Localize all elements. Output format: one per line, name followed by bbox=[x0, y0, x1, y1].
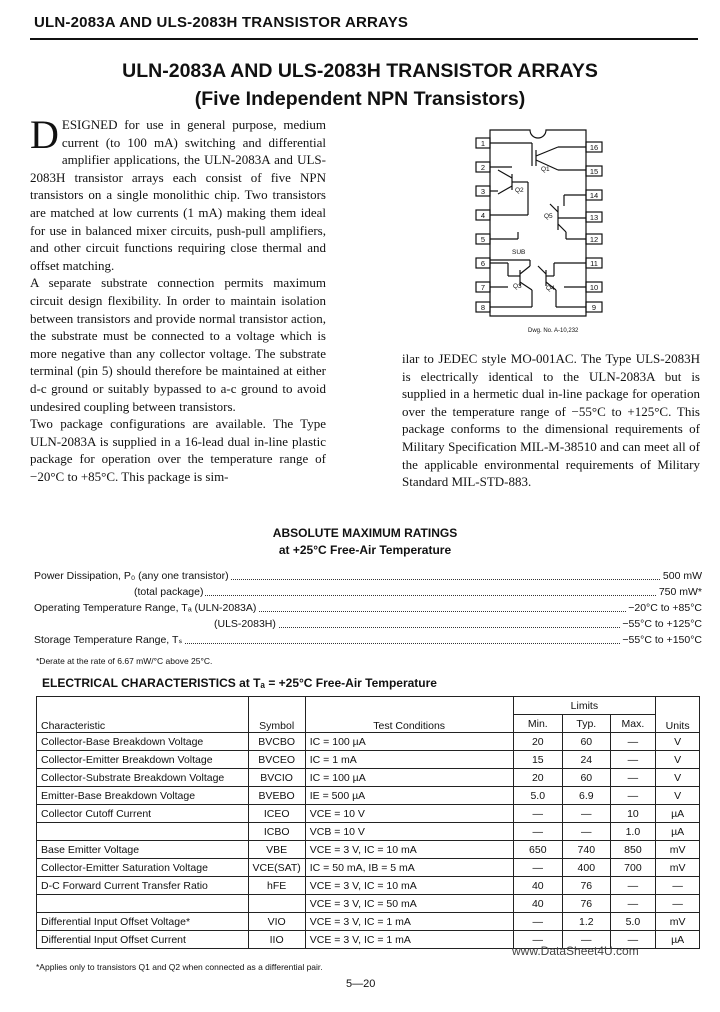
table-cell-unit: — bbox=[656, 895, 700, 913]
table-cell-unit: — bbox=[656, 877, 700, 895]
table-cell-min: 15 bbox=[513, 751, 563, 769]
page-subtitle: (Five Independent NPN Transistors) bbox=[194, 88, 526, 110]
header-symbol: Symbol bbox=[248, 697, 305, 733]
table-cell-char: Differential Input Offset Current bbox=[37, 931, 249, 949]
watermark: www.DataSheet4U.com bbox=[512, 944, 639, 958]
table-cell-char: Differential Input Offset Voltage* bbox=[37, 913, 249, 931]
table-cell-typ: 400 bbox=[563, 859, 611, 877]
table-cell-test: V⁣CE = 3 V, I⁣C = 1 mA bbox=[305, 931, 513, 949]
header-units: Units bbox=[656, 697, 700, 733]
table-cell-min: 5.0 bbox=[513, 787, 563, 805]
intro-paragraph-3-continued: ilar to JEDEC style MO-001AC. The Type ULS-2083H is electrically identical to the ULN-2083A but is supplied in a hermetic dual in-line package for operation over the temperature range of −55°C to +125°C. This package conforms to the dimensional requirements of Military Specification MIL-M-38510 and can meet all of the applicable environmental requirements of Military Standard MIL-STD-883. bbox=[402, 351, 700, 490]
table-cell-unit: V bbox=[656, 769, 700, 787]
table-cell-min: — bbox=[513, 823, 563, 841]
pin-label: 12 bbox=[589, 235, 599, 244]
abs-max-value: 500 mW bbox=[662, 570, 702, 582]
q1-transistor bbox=[490, 143, 586, 170]
table-cell-sym: h⁣FE bbox=[248, 877, 305, 895]
ec-title: ELECTRICAL CHARACTERISTICS at Tₐ = +25°C Free-Air Temperature bbox=[42, 676, 437, 690]
table-cell-min: 20 bbox=[513, 733, 563, 751]
abs-max-row bbox=[34, 634, 702, 648]
drop-cap: D bbox=[30, 112, 59, 157]
table-cell-sym: I⁣CBO bbox=[248, 823, 305, 841]
table-cell-typ: 76 bbox=[563, 877, 611, 895]
q5-transistor bbox=[550, 195, 586, 239]
substrate-connection bbox=[490, 232, 518, 239]
abs-max-row bbox=[34, 570, 702, 584]
pin-label: 15 bbox=[589, 167, 599, 176]
ec-footnote: *Applies only to transistors Q1 and Q2 when connected as a differential pair. bbox=[36, 962, 323, 972]
abs-max-label: (ULS-2083H) bbox=[214, 618, 276, 630]
table-cell-unit: V bbox=[656, 751, 700, 769]
intro-paragraph-3: Two package configurations are available. The Type ULN-2083A is supplied in a 16-lead dual in-line plastic package for operation over the temperature range of −20°C to +85°C. This package is sim- bbox=[30, 416, 326, 484]
table-cell-typ: — bbox=[563, 805, 611, 823]
table-cell-test: I⁣C = 50 mA, I⁣B = 5 mA bbox=[305, 859, 513, 877]
pin-label: 5 bbox=[480, 235, 486, 244]
table-row bbox=[37, 787, 700, 805]
abs-max-value: −55°C to +150°C bbox=[622, 634, 702, 646]
table-cell-min: 20 bbox=[513, 769, 563, 787]
table-cell-sym: V⁣BE bbox=[248, 841, 305, 859]
q3-transistor bbox=[490, 260, 532, 307]
table-cell-max: — bbox=[610, 895, 656, 913]
abs-max-row bbox=[34, 618, 702, 632]
table-cell-char: Collector-Emitter Saturation Voltage bbox=[37, 859, 249, 877]
abs-max-value: 750 mW* bbox=[658, 586, 702, 598]
table-cell-max: 5.0 bbox=[610, 913, 656, 931]
table-row bbox=[37, 841, 700, 859]
abs-max-value: −55°C to +125°C bbox=[622, 618, 702, 630]
running-head: ULN-2083A AND ULS-2083H TRANSISTOR ARRAYS bbox=[34, 14, 409, 31]
table-cell-min: — bbox=[513, 859, 563, 877]
table-row bbox=[37, 913, 700, 931]
abs-max-subtitle: at +25°C Free-Air Temperature bbox=[278, 543, 452, 557]
table-cell-char bbox=[37, 823, 249, 841]
intro-column-left bbox=[30, 112, 326, 485]
table-cell-unit: µA bbox=[656, 823, 700, 841]
table-header-row bbox=[37, 697, 700, 715]
table-cell-sym: BV⁣CIO bbox=[248, 769, 305, 787]
table-cell-max: — bbox=[610, 787, 656, 805]
pin-label: 13 bbox=[589, 213, 599, 222]
table-row bbox=[37, 751, 700, 769]
pin-label: 6 bbox=[480, 259, 486, 268]
intro-column-right bbox=[402, 350, 700, 491]
header-limits: Limits bbox=[513, 697, 656, 715]
table-cell-test: V⁣CE = 3 V, I⁣C = 50 mA bbox=[305, 895, 513, 913]
pinout-svg bbox=[468, 126, 608, 338]
table-cell-typ: 24 bbox=[563, 751, 611, 769]
table-cell-unit: mV bbox=[656, 859, 700, 877]
pin-label: 11 bbox=[590, 259, 598, 268]
table-cell-min: 650 bbox=[513, 841, 563, 859]
header-rule bbox=[30, 38, 698, 40]
table-cell-char: Collector-Emitter Breakdown Voltage bbox=[37, 751, 249, 769]
intro-paragraph-1 bbox=[30, 112, 326, 274]
table-cell-typ: 740 bbox=[563, 841, 611, 859]
table-cell-char: Collector-Substrate Breakdown Voltage bbox=[37, 769, 249, 787]
abs-max-label: Operating Temperature Range, Tₐ (ULN-2083A) bbox=[34, 602, 257, 614]
pin-label: 3 bbox=[480, 187, 486, 196]
table-cell-sym: BV⁣EBO bbox=[248, 787, 305, 805]
table-cell-max: 700 bbox=[610, 859, 656, 877]
table-cell-test: V⁣CE = 3 V, I⁣C = 1 mA bbox=[305, 913, 513, 931]
table-cell-typ: 76 bbox=[563, 895, 611, 913]
abs-max-title: ABSOLUTE MAXIMUM RATINGS bbox=[272, 526, 458, 540]
table-cell-test: V⁣CE = 3 V, I⁣C = 10 mA bbox=[305, 877, 513, 895]
page-number: 5—20 bbox=[346, 978, 376, 990]
package-outline bbox=[490, 130, 586, 316]
transistor-label: Q3 bbox=[513, 283, 522, 290]
table-cell-char: Emitter-Base Breakdown Voltage bbox=[37, 787, 249, 805]
abs-max-label: (total package) bbox=[134, 586, 204, 598]
table-cell-max: 1.0 bbox=[610, 823, 656, 841]
transistor-label: Q1 bbox=[541, 166, 550, 173]
table-cell-char bbox=[37, 895, 249, 913]
table-row bbox=[37, 823, 700, 841]
table-row bbox=[37, 877, 700, 895]
electrical-characteristics-table bbox=[36, 696, 700, 949]
table-cell-sym: I⁣CEO bbox=[248, 805, 305, 823]
table-cell-test: V⁣CB = 10 V bbox=[305, 823, 513, 841]
pin-label: 9 bbox=[591, 303, 597, 312]
table-cell-test: V⁣CE = 3 V, I⁣C = 10 mA bbox=[305, 841, 513, 859]
drawing-number: Dwg. No. A-10,232 bbox=[528, 328, 579, 334]
table-cell-min: 40 bbox=[513, 895, 563, 913]
table-cell-unit: V bbox=[656, 787, 700, 805]
table-cell-sym: BV⁣CEO bbox=[248, 751, 305, 769]
pinout-diagram bbox=[468, 126, 608, 338]
table-cell-max: — bbox=[610, 733, 656, 751]
pin-label: 14 bbox=[589, 191, 599, 200]
table-cell-test: I⁣C = 100 µA bbox=[305, 769, 513, 787]
abs-max-label: Storage Temperature Range, Tₛ bbox=[34, 634, 183, 646]
transistor-label: Q2 bbox=[515, 187, 524, 194]
table-row bbox=[37, 769, 700, 787]
table-cell-max: — bbox=[610, 931, 656, 949]
abs-max-note: *Derate at the rate of 6.67 mW/°C above 25°C. bbox=[36, 656, 213, 666]
table-cell-char: D-C Forward Current Transfer Ratio bbox=[37, 877, 249, 895]
leader-dots bbox=[134, 595, 702, 596]
table-row bbox=[37, 805, 700, 823]
pin-label: 1 bbox=[480, 139, 486, 148]
abs-max-row bbox=[34, 602, 702, 616]
pin-label: 10 bbox=[589, 283, 599, 292]
pin-label: 7 bbox=[480, 283, 486, 292]
table-cell-max: 10 bbox=[610, 805, 656, 823]
abs-max-value: −20°C to +85°C bbox=[628, 602, 702, 614]
table-cell-max: — bbox=[610, 877, 656, 895]
substrate-label: SUB bbox=[512, 249, 526, 256]
abs-max-label: Power Dissipation, P₀ (any one transistor) bbox=[34, 570, 229, 582]
table-cell-unit: mV bbox=[656, 913, 700, 931]
table-cell-typ: 6.9 bbox=[563, 787, 611, 805]
table-cell-min: 40 bbox=[513, 877, 563, 895]
header-typ: Typ. bbox=[563, 715, 611, 733]
abs-max-row bbox=[34, 586, 702, 600]
table-cell-test: I⁣E = 500 µA bbox=[305, 787, 513, 805]
header-min: Min. bbox=[513, 715, 563, 733]
table-cell-typ: 60 bbox=[563, 769, 611, 787]
pin-label: 16 bbox=[589, 143, 599, 152]
header-max: Max. bbox=[610, 715, 656, 733]
table-cell-char: Base Emitter Voltage bbox=[37, 841, 249, 859]
table-cell-sym bbox=[248, 895, 305, 913]
table-body bbox=[37, 733, 700, 949]
table-row bbox=[37, 895, 700, 913]
table-cell-sym: BV⁣CBO bbox=[248, 733, 305, 751]
table-cell-test: I⁣C = 1 mA bbox=[305, 751, 513, 769]
pin-label: 2 bbox=[480, 163, 486, 172]
table-cell-max: 850 bbox=[610, 841, 656, 859]
table-cell-char: Collector Cutoff Current bbox=[37, 805, 249, 823]
table-cell-min: — bbox=[513, 913, 563, 931]
table-cell-unit: mV bbox=[656, 841, 700, 859]
table-row bbox=[37, 733, 700, 751]
table-cell-unit: µA bbox=[656, 805, 700, 823]
header-characteristic: Characteristic bbox=[37, 697, 249, 733]
table-row bbox=[37, 859, 700, 877]
intro-paragraph-2: A separate substrate connection permits maximum circuit design flexibility. In order to maintain isolation between transistors and provide normal transistor action, the substrate must be connected to a voltage which is more negative than any collector voltage. The substrate terminal (pin 5) should therefore be maintained at either d-c ground or suitably bypassed to a-c ground to avoid undesired coupling between transistors. bbox=[30, 275, 326, 414]
table-cell-test: I⁣C = 100 µA bbox=[305, 733, 513, 751]
table-cell-sym: I⁣IO bbox=[248, 931, 305, 949]
table-cell-test: V⁣CE = 10 V bbox=[305, 805, 513, 823]
table-cell-unit: V bbox=[656, 733, 700, 751]
table-cell-min: — bbox=[513, 931, 563, 949]
transistor-label: Q4 bbox=[546, 285, 555, 292]
page-title: ULN-2083A AND ULS-2083H TRANSISTOR ARRAYS bbox=[122, 60, 598, 82]
table-cell-typ: 1.2 bbox=[563, 913, 611, 931]
pin-label: 8 bbox=[480, 303, 486, 312]
header-test-conditions: Test Conditions bbox=[305, 697, 513, 733]
table-cell-typ: — bbox=[563, 823, 611, 841]
table-cell-typ: — bbox=[563, 931, 611, 949]
table-cell-sym: V⁣CE(SAT) bbox=[248, 859, 305, 877]
table-cell-typ: 60 bbox=[563, 733, 611, 751]
intro-p1-text: ESIGNED for use in general purpose, medium current (to 100 mA) switching and differential amplifier applications, the ULN-2083A and ULS-2083H transistor arrays each consist of five NPN transistors on a single monolithic chip. Two transistors are matched at low currents (1 mA) making them ideal for use in balanced mixer circuits, push-pull amplifiers, and other circuit functions requiring close thermal and offset matching. bbox=[30, 117, 326, 273]
transistor-label: Q5 bbox=[544, 213, 553, 220]
table-cell-max: — bbox=[610, 769, 656, 787]
table-cell-min: — bbox=[513, 805, 563, 823]
table-cell-char: Collector-Base Breakdown Voltage bbox=[37, 733, 249, 751]
pin-label: 4 bbox=[480, 211, 486, 220]
table-cell-max: — bbox=[610, 751, 656, 769]
table-cell-unit: µA bbox=[656, 931, 700, 949]
table-cell-sym: V⁣IO bbox=[248, 913, 305, 931]
